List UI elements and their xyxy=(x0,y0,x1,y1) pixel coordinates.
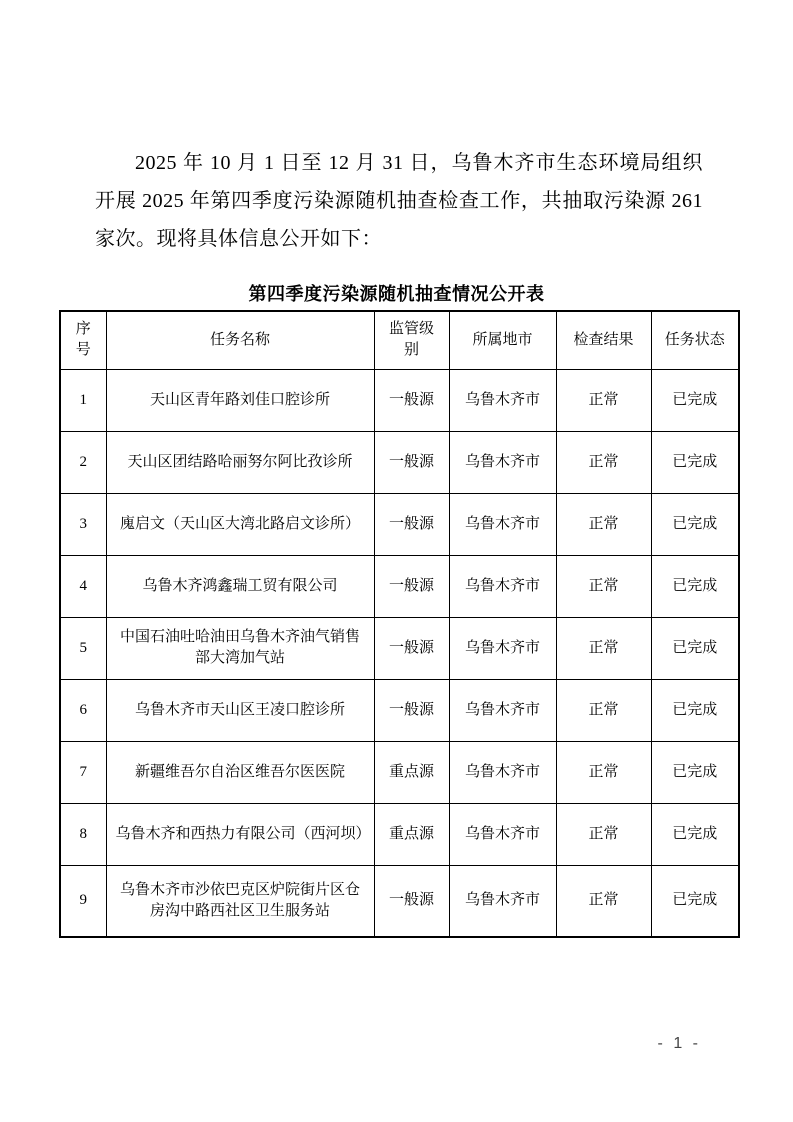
cell-city: 乌鲁木齐市 xyxy=(449,555,556,617)
cell-city: 乌鲁木齐市 xyxy=(449,803,556,865)
page-number: - 1 - xyxy=(657,1035,701,1052)
cell-result: 正常 xyxy=(556,803,651,865)
cell-task: 中国石油吐哈油田乌鲁木齐油气销售部大湾加气站 xyxy=(106,617,374,679)
cell-city: 乌鲁木齐市 xyxy=(449,369,556,431)
cell-result: 正常 xyxy=(556,369,651,431)
intro-paragraph: 2025 年 10 月 1 日至 12 月 31 日，乌鲁木齐市生态环境局组织开展 2025 年第四季度污染源随机抽查检查工作，共抽取污染源 261 家次。现将具体信息公开如下： xyxy=(95,152,703,250)
cell-level: 一般源 xyxy=(374,493,449,555)
cell-result: 正常 xyxy=(556,741,651,803)
cell-level: 一般源 xyxy=(374,369,449,431)
cell-city: 乌鲁木齐市 xyxy=(449,865,556,937)
cell-status: 已完成 xyxy=(651,679,739,741)
cell-task: 乌鲁木齐市沙依巴克区炉院街片区仓房沟中路西社区卫生服务站 xyxy=(106,865,374,937)
cell-no: 9 xyxy=(60,865,106,937)
cell-level: 一般源 xyxy=(374,679,449,741)
cell-status: 已完成 xyxy=(651,617,739,679)
cell-no: 5 xyxy=(60,617,106,679)
cell-level: 一般源 xyxy=(374,865,449,937)
table-row xyxy=(60,555,739,617)
table-row xyxy=(60,617,739,679)
table-row xyxy=(60,369,739,431)
cell-level: 一般源 xyxy=(374,431,449,493)
cell-city: 乌鲁木齐市 xyxy=(449,679,556,741)
table-row xyxy=(60,741,739,803)
column-header: 监管级别 xyxy=(374,311,449,369)
cell-city: 乌鲁木齐市 xyxy=(449,431,556,493)
table-title: 第四季度污染源随机抽查情况公开表 xyxy=(248,284,545,304)
cell-task: 天山区青年路刘佳口腔诊所 xyxy=(106,369,374,431)
table-row xyxy=(60,431,739,493)
table-row xyxy=(60,493,739,555)
cell-no: 3 xyxy=(60,493,106,555)
cell-status: 已完成 xyxy=(651,803,739,865)
cell-status: 已完成 xyxy=(651,741,739,803)
cell-no: 1 xyxy=(60,369,106,431)
cell-no: 8 xyxy=(60,803,106,865)
cell-task: 廆启文（天山区大湾北路启文诊所） xyxy=(106,493,374,555)
cell-city: 乌鲁木齐市 xyxy=(449,617,556,679)
table-row xyxy=(60,803,739,865)
cell-level: 一般源 xyxy=(374,555,449,617)
cell-no: 2 xyxy=(60,431,106,493)
cell-result: 正常 xyxy=(556,617,651,679)
cell-city: 乌鲁木齐市 xyxy=(449,741,556,803)
cell-task: 乌鲁木齐和西热力有限公司（西河坝） xyxy=(106,803,374,865)
column-header: 任务名称 xyxy=(106,311,374,369)
cell-result: 正常 xyxy=(556,865,651,937)
cell-task: 天山区团结路哈丽努尔阿比孜诊所 xyxy=(106,431,374,493)
cell-task: 乌鲁木齐市天山区王凌口腔诊所 xyxy=(106,679,374,741)
cell-result: 正常 xyxy=(556,431,651,493)
cell-level: 一般源 xyxy=(374,617,449,679)
cell-status: 已完成 xyxy=(651,493,739,555)
inspection-table xyxy=(59,310,740,938)
cell-status: 已完成 xyxy=(651,555,739,617)
cell-task: 乌鲁木齐鸿鑫瑞工贸有限公司 xyxy=(106,555,374,617)
cell-status: 已完成 xyxy=(651,431,739,493)
cell-no: 7 xyxy=(60,741,106,803)
column-header: 检查结果 xyxy=(556,311,651,369)
column-header: 任务状态 xyxy=(651,311,739,369)
cell-no: 4 xyxy=(60,555,106,617)
cell-status: 已完成 xyxy=(651,865,739,937)
table-row xyxy=(60,865,739,937)
cell-status: 已完成 xyxy=(651,369,739,431)
column-header: 所属地市 xyxy=(449,311,556,369)
cell-level: 重点源 xyxy=(374,803,449,865)
cell-city: 乌鲁木齐市 xyxy=(449,493,556,555)
column-header: 序号 xyxy=(60,311,106,369)
cell-result: 正常 xyxy=(556,555,651,617)
cell-task: 新疆维吾尔自治区维吾尔医医院 xyxy=(106,741,374,803)
cell-result: 正常 xyxy=(556,679,651,741)
cell-no: 6 xyxy=(60,679,106,741)
cell-level: 重点源 xyxy=(374,741,449,803)
cell-result: 正常 xyxy=(556,493,651,555)
table-header-row xyxy=(60,311,739,369)
table-row xyxy=(60,679,739,741)
